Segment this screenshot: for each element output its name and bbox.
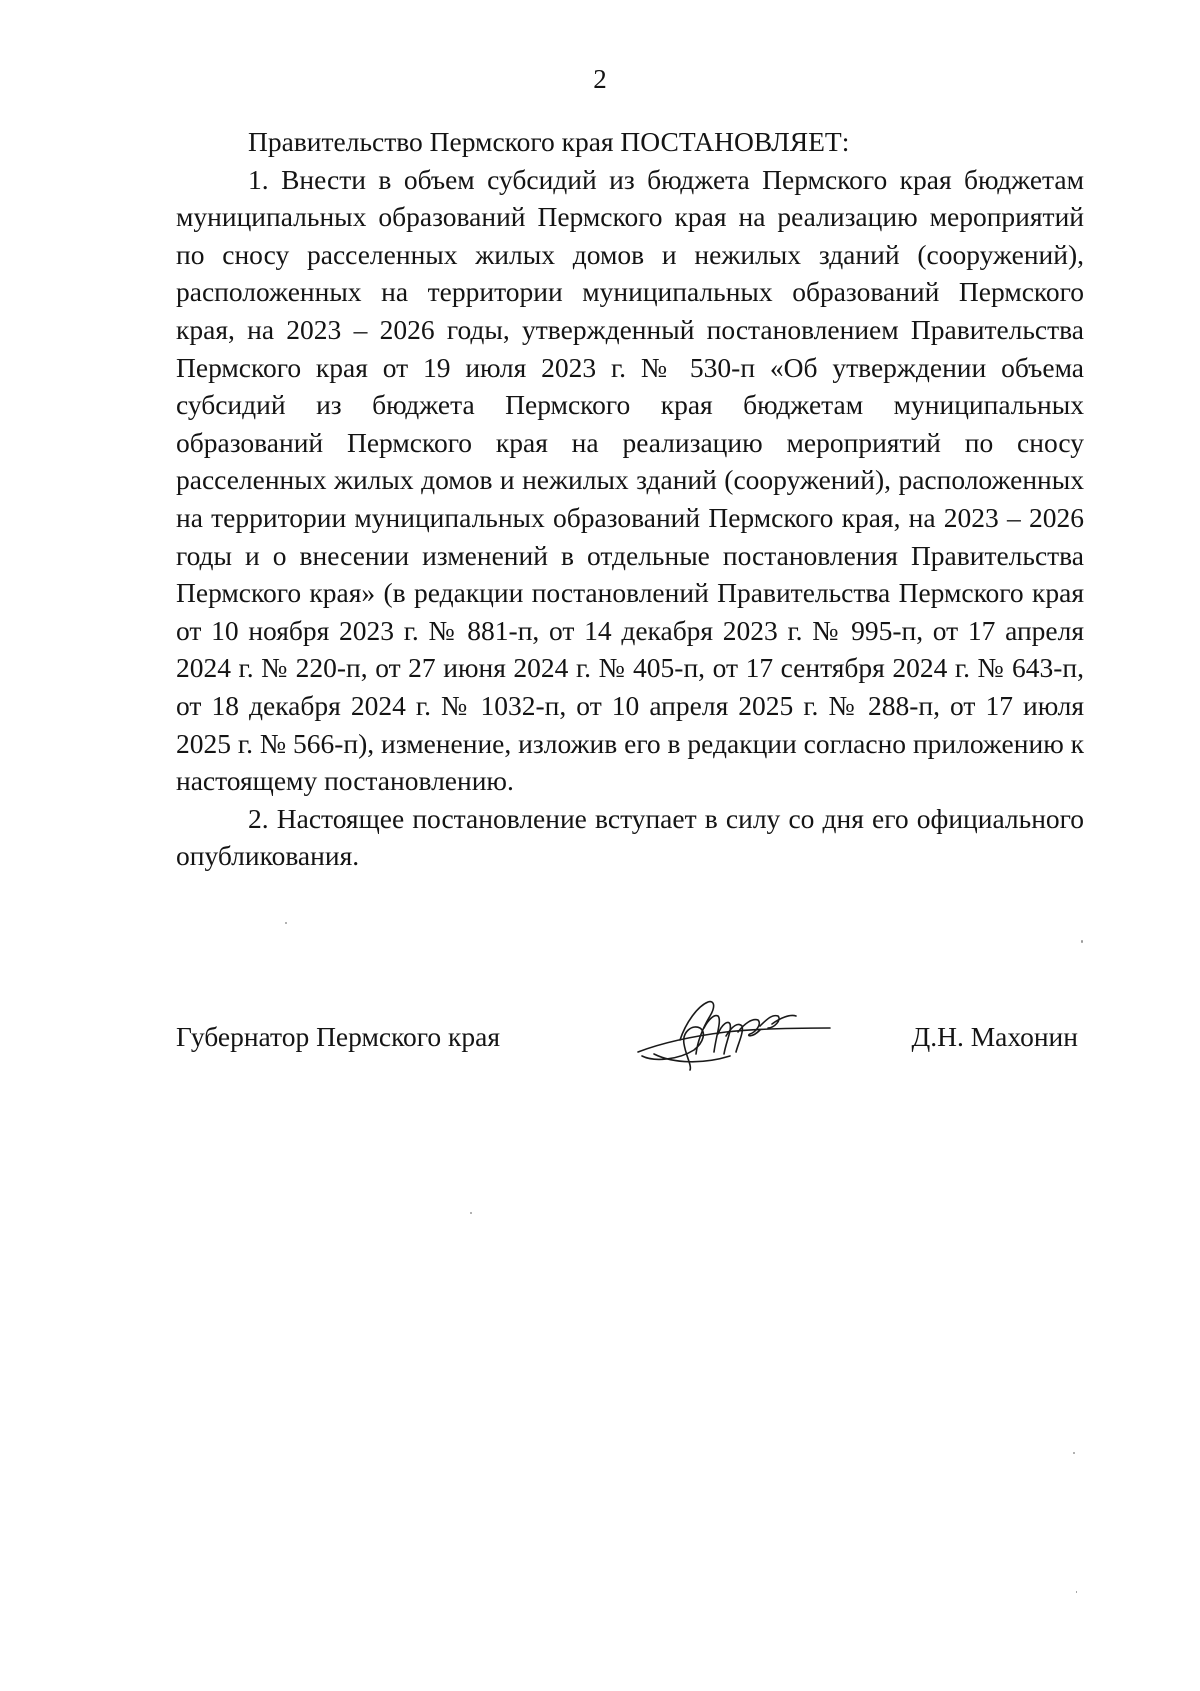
resolution-item-1: 1. Внести в объем субсидий из бюджета Пермского края бюджетам муниципальных образований Пермского края на реализацию мероприятий по сносу расселенных жилых домов и нежилых зданий (сооружений), расположенных на территории муниципальных образований Пермского края, на 2023 – 2026 годы, утвержденный постановлением Правительства Пермского края от 19 июля 2023 г. № 530-п «Об утверждении объема субсидий из бюджета Пермского края бюджетам муниципальных образований Пермского края на реализацию мероприятий по сносу расселенных жилых домов и нежилых зданий (сооружений), расположенных на территории муниципальных образований Пермского края, на 2023 – 2026 годы и о внесении изменений в отдельные постановления Правительства Пермского края» (в редакции постановлений Правительства Пермского края от 10 ноября 2023 г. № 881-п, от 14 декабря 2023 г. № 995-п, от 17 апреля 2024 г. № 220-п, от 27 июня 2024 г. № 405-п, от 17 сентября 2024 г. № 643-п, от 18 декабря 2024 г. № 1032-п, от 10 апреля 2025 г. № 288-п, от 17 июля 2025 г. № 566-п), изменение, изложив его в редакции согласно приложению к настоящему постановлению. bbox=[176, 163, 1084, 797]
signature-block bbox=[176, 1018, 1084, 1078]
scan-speck bbox=[285, 922, 287, 924]
handwritten-signature bbox=[634, 992, 834, 1076]
scan-speck bbox=[1081, 940, 1083, 943]
scan-speck bbox=[1076, 1591, 1077, 1593]
preamble-paragraph: Правительство Пермского края ПОСТАНОВЛЯЕТ: bbox=[248, 126, 850, 157]
signer-position: Губернатор Пермского края bbox=[176, 1021, 500, 1052]
document-body bbox=[176, 123, 1084, 875]
resolution-item-2: 2. Настоящее постановление вступает в силу со дня его официального опубликования. bbox=[176, 802, 1084, 872]
scan-speck bbox=[1073, 1452, 1075, 1454]
scan-speck bbox=[470, 1212, 472, 1214]
page-number: 2 bbox=[593, 64, 607, 94]
signer-name: Д.Н. Махонин bbox=[911, 1021, 1078, 1052]
